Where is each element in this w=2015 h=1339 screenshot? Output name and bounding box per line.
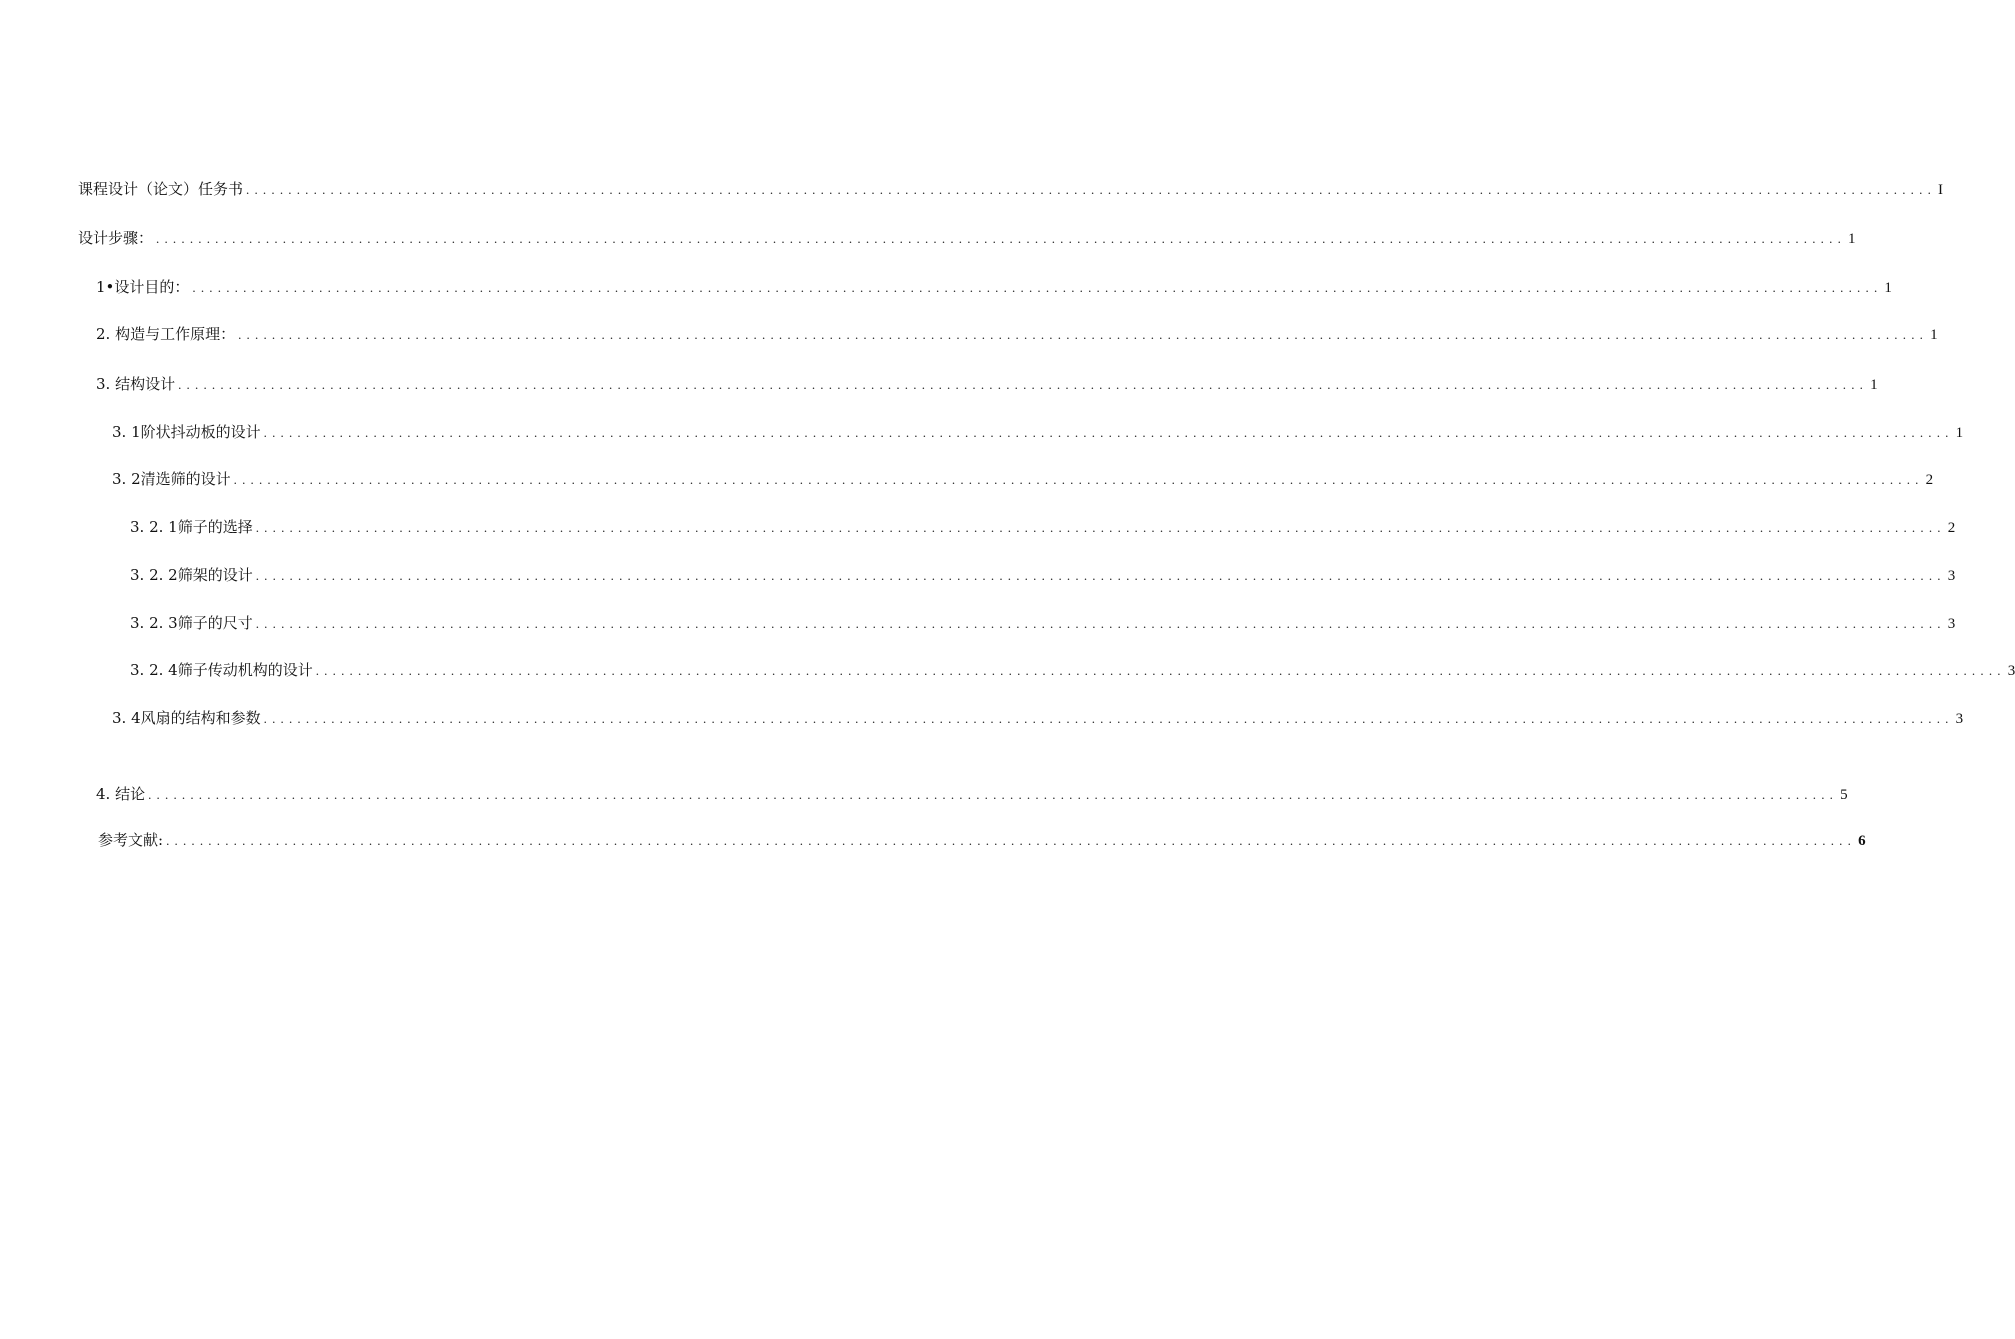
dot-leader: ........................................................................................................................................................................................................ [255, 520, 1946, 535]
dot-leader: ........................................................................................................................................................................................................ [233, 472, 1924, 487]
toc-entry-title: 3. 2. 3筛子的尺寸 [130, 614, 253, 632]
toc-entry-assignment[interactable] [78, 177, 1944, 201]
toc-entry-title: 3. 2. 1筛子的选择 [130, 518, 253, 536]
toc-entry-structure-design[interactable] [96, 372, 1878, 396]
toc-entry-page: 3 [1955, 711, 1964, 727]
toc-entry-fan[interactable] [112, 706, 1964, 730]
dot-leader: ........................................................................................................................................................................................................ [315, 663, 2006, 678]
toc-entry-page: 1 [1955, 425, 1964, 441]
toc-entry-title: 设计步骤： [78, 229, 154, 247]
toc-entry-design-steps[interactable] [78, 226, 1856, 250]
toc-entry-cleaning-sieve[interactable] [112, 467, 1934, 491]
toc-entry-title: 4. 结论 [96, 785, 146, 803]
toc-entry-page: 1 [1884, 280, 1892, 296]
toc-entry-sieve-drive[interactable] [130, 658, 2015, 682]
toc-entry-sieve-selection[interactable] [130, 515, 1956, 539]
dot-leader: ........................................................................................................................................................................................................ [255, 568, 1946, 583]
toc-entry-conclusion[interactable] [96, 782, 1848, 806]
toc-entry-title: 课程设计（论文）任务书 [78, 180, 244, 198]
toc-entry-page: 5 [1840, 787, 1848, 803]
toc-entry-structure-principle[interactable] [96, 322, 1938, 346]
toc-entry-page: 3 [2007, 663, 2015, 679]
toc-entry-page: 1 [1930, 327, 1938, 343]
dot-leader: ........................................................................................................................................................................................................ [178, 377, 1869, 392]
toc-entry-title: 2. 构造与工作原理： [96, 325, 236, 343]
toc-entry-title: 3. 4风扇的结构和参数 [112, 709, 261, 727]
toc-entry-sieve-size[interactable] [130, 611, 1956, 635]
toc-entry-page: 3 [1947, 568, 1956, 584]
dot-leader: ........................................................................................................................................................................................................ [192, 280, 1883, 295]
dot-leader: ........................................................................................................................................................................................................ [263, 711, 1954, 726]
toc-entry-sieve-frame[interactable] [130, 563, 1956, 587]
toc-entry-design-purpose[interactable] [96, 275, 1892, 299]
toc-entry-title: 3. 2. 2筛架的设计 [130, 566, 253, 584]
toc-entry-references[interactable] [98, 828, 1866, 852]
dot-leader: ........................................................................................................................................................................................................ [255, 616, 1946, 631]
dot-leader: ........................................................................................................................................................................................................ [156, 231, 1847, 246]
dot-leader: ........................................................................................................................................................................................................ [263, 425, 1954, 440]
toc-entry-title: 1•设计目的： [96, 278, 190, 296]
toc-entry-title: 3. 1阶状抖动板的设计 [112, 423, 261, 441]
toc-entry-page: 1 [1848, 231, 1856, 247]
toc-entry-title: 3. 结构设计 [96, 375, 176, 393]
toc-entry-title: 3. 2清选筛的设计 [112, 470, 231, 488]
dot-leader: ........................................................................................................................................................................................................ [166, 833, 1857, 848]
toc-entry-title: 3. 2. 4筛子传动机构的设计 [130, 661, 313, 679]
toc-entry-page: 2 [1947, 520, 1956, 536]
toc-entry-page: 2 [1925, 472, 1934, 488]
toc-entry-page: I [1938, 182, 1944, 198]
dot-leader: ........................................................................................................................................................................................................ [246, 182, 1937, 197]
toc-entry-title: 参考文献: [98, 831, 164, 849]
toc-entry-page: 1 [1870, 377, 1878, 393]
toc-entry-page: 3 [1947, 616, 1956, 632]
toc-entry-page: 6 [1858, 833, 1866, 849]
dot-leader: ........................................................................................................................................................................................................ [238, 327, 1929, 342]
dot-leader: ........................................................................................................................................................................................................ [148, 787, 1839, 802]
toc-entry-step-shaker[interactable] [112, 420, 1964, 444]
